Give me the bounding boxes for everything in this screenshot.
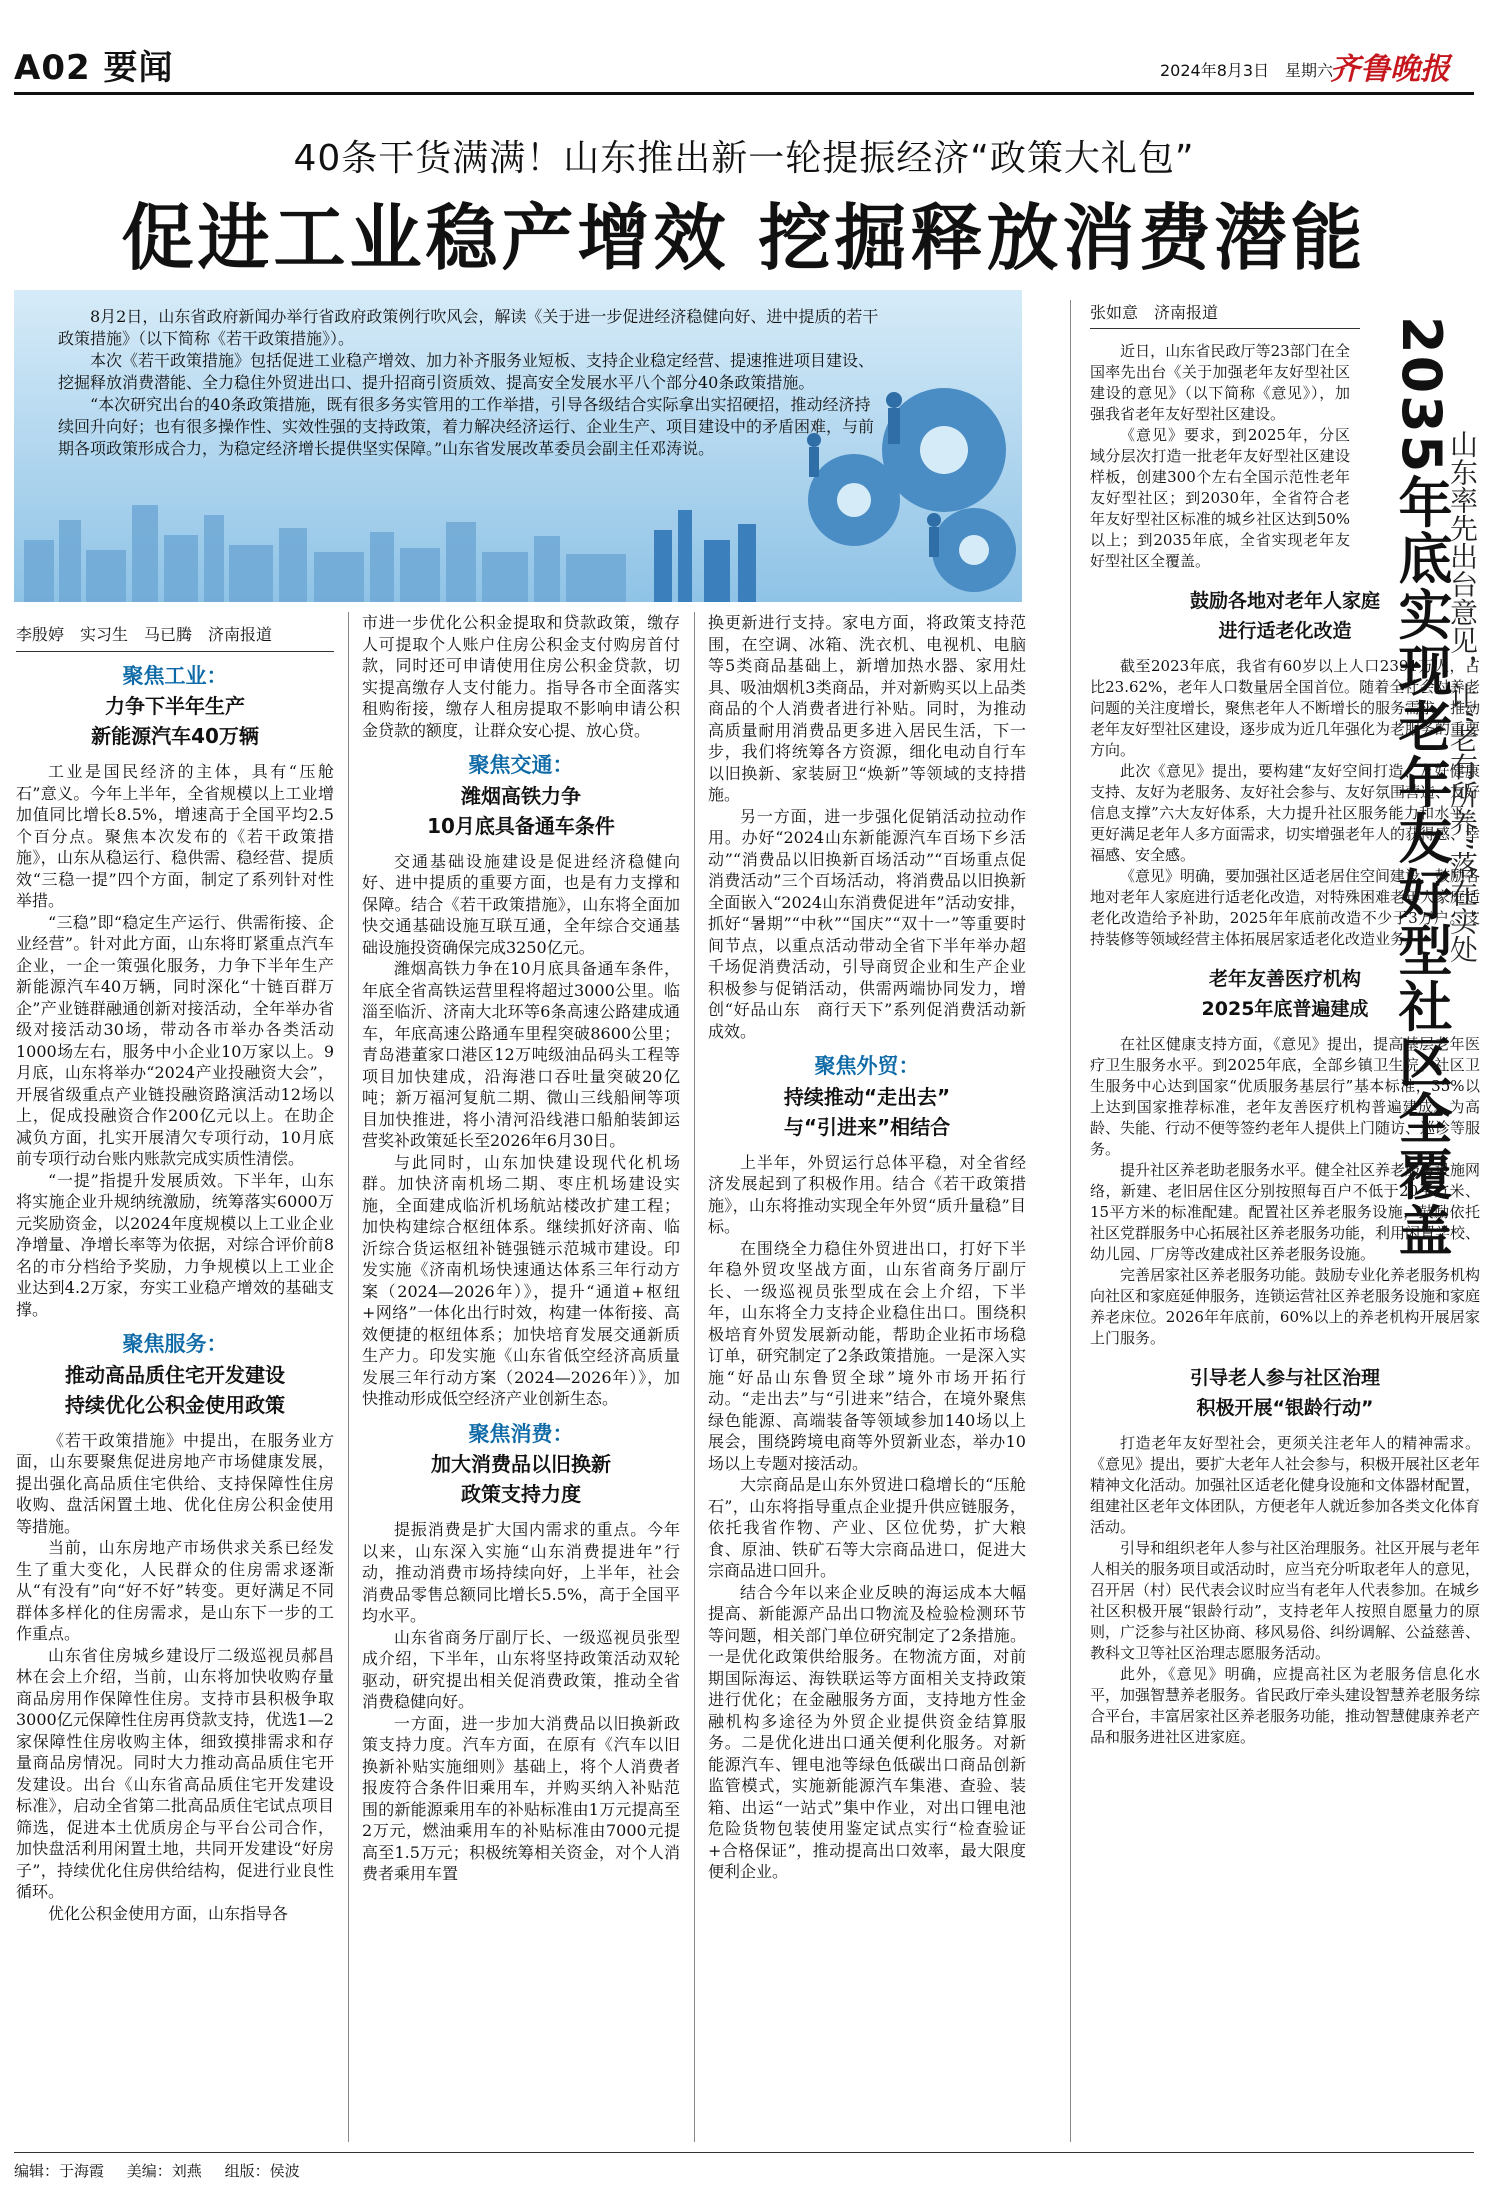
subheadline: 40条干货满满！山东推出新一轮提振经济“政策大礼包” [293, 138, 1195, 179]
section-title: 潍烟高铁力争 10月底具备通车条件 [427, 783, 615, 838]
paragraph: 一方面，进一步加大消费品以旧换新政策支持力度。汽车方面，在原有《汽车以旧换新补贴实施细则》基础上，将个人消费者报废符合条件旧乘用车，并购买纳入补贴范围的新能源乘用车的补贴标准由1万元提高至2万元，燃油乘用车的补贴标准由7000元提高至1.5万元；积极统筹相关资金，对个人消费者乘用车置 [362, 1713, 680, 1883]
side-byline: 张如意 济南报道 [1090, 300, 1360, 329]
paragraph: 工业是国民经济的主体，具有“压舱石”意义。今年上半年，全省规模以上工业增加值同比增长8.5%，增速高于全国平均2.5个百分点。聚焦本次发布的《若干政策措施》，山东从稳运行、稳供需、稳经营、提质效“三稳一提”四个方面，制定了系列针对性举措。 [16, 762, 334, 910]
footer-credits [14, 2160, 318, 2181]
paragraph: 上半年，外贸运行总体平稳，对全省经济发展起到了积极作用。结合《若干政策措施》，山东将推动实现全年外贸“质升量稳”目标。 [708, 1152, 1026, 1236]
paragraph: 《若干政策措施》中提出，在服务业方面，山东要聚焦促进房地产市场健康发展，提出强化高品质住宅供给、支持保障性住房收购、盘活闲置土地、优化住房公积金使用等措施。 [16, 1430, 334, 1536]
paragraph: 截至2023年底，我省有60岁以上人口2391万人，占比23.62%，老年人口数量居全国首位。随着全社会对养老问题的关注度增长，聚焦老年人不断增长的服务需求，推动老年友好型社区建设，逐步成为近几年强化为老服务的重要方向。 [1090, 657, 1481, 759]
paragraph: “一提”指提升发展质效。下半年，山东将实施企业升规纳统激励，统筹落实6000万元奖励资金，以2024年度规模以上工业企业净增量、净增长率等为依据，对综合评价前8名的市分档给予奖励，力争规模以上工业企业达到4.2万家，夯实工业稳产增效的基础支撑。 [16, 1170, 334, 1319]
paragraph: 《意见》要求，到2025年，分区域分层次打造一批老年友好型社区建设样板，创建300个左右全国示范性老年友好型社区；到2030年，全省符合老年友好型社区标准的城乡社区达到50%以上；到2035年底，全省实现老年友好型社区全覆盖。 [1090, 426, 1350, 570]
paragraph: 在社区健康支持方面，《意见》提出，提高基层老年医疗卫生服务水平。到2025年底，全部乡镇卫生院、社区卫生服务中心达到国家“优质服务基层行”基本标准，35%以上达到国家推荐标准，老年友善医疗机构普遍建成。为高龄、失能、行动不便等签约老年人提供上门随访、巡诊等服务。 [1090, 1035, 1481, 1158]
paragraph: 与此同时，山东加快建设现代化机场群。加快济南机场二期、枣庄机场建设实施，全面建成临沂机场航站楼改扩建工程；加快构建综合枢纽体系。继续抓好济南、临沂综合货运枢纽补链强链示范城市建设。印发实施《济南机场快速通达体系三年行动方案（2024—2026年）》，提升“通道+枢纽+网络”一体化出行时效，构建一体衔接、高效便捷的枢纽体系；加快培育发展交通新质生产力。印发实施《山东省低空经济高质量发展三年行动方案（2024—2026年）》，加快推动形成低空经济产业创新生态。 [362, 1152, 680, 1408]
section-title: 力争下半年生产 新能源汽车40万辆 [91, 694, 259, 748]
side-vertical-title: 2035年底实现老年友好型社区全覆盖 [1390, 316, 1453, 1259]
footer-divider [14, 2152, 1474, 2153]
header-divider [14, 92, 1474, 95]
paragraph: 山东省商务厅副厅长、一级巡视员张型成介绍，下半年，山东将坚持政策活动双轮驱动，研究提出相关促消费政策，推动全省消费稳健向好。 [362, 1627, 680, 1711]
issue-weekday: 星期六 [1285, 61, 1334, 80]
intro-paragraph: 8月2日，山东省政府新闻办举行省政府政策例行吹风会，解读《关于进一步促进经济稳健向好、进中提质的若干政策措施》（以下简称《若干政策措施》）。 [58, 307, 879, 348]
newspaper-logo: 齐鲁晚报 [1330, 52, 1450, 87]
section-label: 聚焦服务： [122, 1332, 228, 1356]
paragraph: 打造老年友好型社会，更须关注老年人的精神需求。《意见》提出，要扩大老年人社会参与，积极开展社区老年精神文化活动。加强社区适老化健身设施和文体器材配置，组建社区老年文体团队，方便老年人就近参加各类文化体育活动。 [1090, 1434, 1481, 1536]
column-3 [708, 612, 1026, 1883]
column-divider [694, 612, 695, 2142]
section-label: 聚焦交通： [468, 753, 574, 777]
paragraph: 在围绕全力稳住外贸进出口，打好下半年稳外贸攻坚战方面，山东省商务厅副厅长、一级巡视员张型成在会上介绍，下半年，山东将全力支持企业稳住出口。围绕积极培育外贸发展新动能，帮助企业拓市场稳订单，研究制定了2条政策措施。一是深入实施“好品山东鲁贸全球”境外市场开拓行动。“走出去”与“引进来”结合，在境外聚焦绿色能源、高端装备等领域参加140场以上展会，围绕跨境电商等外贸新业态，举办10场以上专题对接活动。 [708, 1238, 1026, 1473]
intro-text [58, 306, 884, 460]
side-section-title: 引导老人参与社区治理 积极开展“银龄行动” [1189, 1367, 1380, 1419]
page-label: A02 要闻 [14, 48, 174, 88]
intro-box [14, 290, 1022, 602]
paragraph: 换更新进行支持。家电方面，将政策支持范围，在空调、冰箱、洗衣机、电视机、电脑等5类商品基础上，新增加热水器、家用灶具、吸油烟机3类商品，并对新购买以上品类商品的个人消费者进行补贴。同时，为推动高质量耐用消费品更多进入居民生活，下一步，我们将统筹各方资源，细化电动自行车以旧换新、家装厨卫“焕新”等领域的支持措施。 [708, 613, 1026, 804]
paragraph: “三稳”即“稳定生产运行、供需衔接、企业经营”。针对此方面，山东将盯紧重点汽车企业，一企一策强化服务，力争下半年生产新能源汽车40万辆，同时深化“十链百群万企”产业链群融通创新对接活动，全年举办省级对接活动30场，带动各市举办各类活动1000场左右，服务中小企业10万家以上。9月底，山东将举办“2024产业投融资大会”，开展省级重点产业链投融资路演活动12场以上，促成投融资合作200亿元以上。在助企减负方面，扎实开展清欠专项行动，10月底前专项行动台账内账款完成实质性清偿。 [16, 912, 334, 1168]
paragraph: 大宗商品是山东外贸进口稳增长的“压舱石”，山东将指导重点企业提升供应链服务，依托我省作物、产业、区位优势，扩大粮食、原油、铁矿石等大宗商品进口，促进大宗商品进口回升。 [708, 1475, 1026, 1580]
section-title: 加大消费品以旧换新 政策支持力度 [431, 1452, 611, 1506]
paragraph: 此次《意见》提出，要构建“友好空间打造、友好健康支持、友好为老服务、友好社会参与、友好氛围营造、友好信息支撑”六大友好体系，大力提升社区服务能力和水平，更好满足老年人多方面需求，切实增强老年人的获得感、幸福感、安全感。 [1090, 762, 1481, 864]
proof-credit: 组版：侯波 [224, 2162, 300, 2180]
paragraph: 近日，山东省民政厅等23部门在全国率先出台《关于加强老年友好型社区建设的意见》（以下简称《意见》），加强我省老年友好型社区建设。 [1090, 342, 1350, 423]
side-vertical-subtitle: 山东率先出台意见，让“老有所养”落在实处 [1446, 430, 1479, 964]
paragraph: 提振消费是扩大国内需求的重点。今年以来，山东深入实施“山东消费提进年”行动，推动消费市场持续向好，上半年，社会消费品零售总额同比增长5.5%，高于全国平均水平。 [362, 1520, 680, 1625]
paragraph: 潍烟高铁力争在10月底具备通车条件，年底全省高铁运营里程将超过3000公里。临淄至临沂、济南大北环等6条高速公路建成通车，年底高速公路通车里程突破8600公里；青岛港董家口港区12万吨级油品码头工程等项目加快建成，沿海港口吞吐量突破20亿吨；新万福河复航二期、微山三线船闸等项目加快推进，将小清河沿线港口船舶装卸运营奖补政策延长至2026年6月30日。 [362, 959, 680, 1150]
section-label: 聚焦外贸： [814, 1054, 920, 1078]
editor-credit: 编辑：于海霞 [14, 2162, 105, 2180]
paragraph: 引导和组织老年人参与社区治理服务。社区开展与老年人相关的服务项目或活动时，应当充分听取老年人的意见，召开居（村）民代表会议时应当有老年人代表参加。在城乡社区积极开展“银龄行动”，支持老年人按照自愿量力的原则，广泛参与社区协商、移风易俗、纠纷调解、公益慈善、教科文卫等社区治理志愿服务活动。 [1090, 1539, 1481, 1662]
designer-credit: 美编：刘燕 [126, 2162, 202, 2180]
intro-paragraph: “本次研究出台的40条政策措施，既有很多务实管用的工作举措，引导各级结合实际拿出实招硬招，推动经济持续回升向好；也有很多操作性、实效性强的支持政策，着力解决经济运行、企业生产、项目建设中的矛盾困难，与前期各项政策形成合力，为稳定经济增长提供坚实保障。”山东省发展改革委员会副主任邓涛说。 [58, 395, 875, 458]
intro-paragraph: 本次《若干政策措施》包括促进工业稳产增效、加力补齐服务业短板、支持企业稳定经营、提速推进项目建设、挖掘释放消费潜能、全力稳住外贸进出口、提升招商引资质效、提高安全发展水平八个部分40条政策措施。 [58, 351, 875, 392]
side-section-title: 老年友善医疗机构 2025年底普遍建成 [1201, 968, 1369, 1020]
headline: 促进工业稳产增效 挖掘释放消费潜能 [121, 196, 1367, 280]
paragraph: 优化公积金使用方面，山东指导各 [48, 1903, 289, 1923]
paragraph: 提升社区养老助老服务水平。健全社区养老服务设施网络，新建、老旧居住区分别按照每百户不低于20平方米、15平方米的标准配建。配置社区养老服务设施，鼓励依托社区党群服务中心拓展社区养老服务功能，利用闲置学校、幼儿园、厂房等改建成社区养老服务设施。 [1090, 1161, 1481, 1263]
section-title: 持续推动“走出去” 与“引进来”相结合 [783, 1084, 951, 1139]
paragraph: 山东省住房城乡建设厅二级巡视员郝昌林在会上介绍，当前，山东将加快收购存量商品房用作保障性住房。支持市县积极争取3000亿元保障性住房再贷款支持，优选1—2家保障性住房收购主体，细致摸排需求和存量商品房情况。同时大力推动高品质住宅开发建设。出台《山东省高品质住宅开发建设标准》，启动全省第二批高品质住宅试点项目筛选，促进本土优质房企与平台公司合作，加快盘活利用闲置土地，共同开发建设“好房子”，持续优化住房供给结构，促进行业良性循环。 [16, 1645, 334, 1901]
paragraph: 另一方面，进一步强化促销活动拉动作用。办好“2024山东新能源汽车百场下乡活动”“消费品以旧换新百场活动”“百场重点促消费活动”三个百场活动，将消费品以旧换新全面嵌入“2024山东消费促进年”活动安排，抓好“暑期”“中秋”“国庆”“双十一”等重要时间节点，以重点活动带动全省下半年举办超千场促消费活动，引导商贸企业和生产企业积极参与促销活动，供需两端协同发力，增创“好品山东 商行天下”系列促消费活动新成效。 [708, 806, 1026, 1041]
paragraph: 当前，山东房地产市场供求关系已经发生了重大变化，人民群众的住房需求逐渐从“有没有”向“好不好”转变。更好满足不同群体多样化的住房需求，是山东下一步的工作重点。 [16, 1538, 334, 1643]
column-2 [362, 612, 680, 1885]
side-section-title: 鼓励各地对老年人家庭 进行适老化改造 [1189, 590, 1380, 642]
section-title: 推动高品质住宅开发建设 持续优化公积金使用政策 [65, 1362, 285, 1417]
column-1 [16, 624, 334, 1924]
paragraph: 市进一步优化公积金提取和贷款政策，缴存人可提取个人账户住房公积金支付购房首付款，同时还可申请使用住房公积金贷款，切实提高缴存人支付能力。指导各市全面落实租购衔接，缴存人租房提取不影响申请公积金贷款的额度，让群众安心提、放心贷。 [362, 613, 680, 740]
paragraph: 完善居家社区养老服务功能。鼓励专业化养老服务机构向社区和家庭延伸服务，连锁运营社区养老服务设施和家庭养老床位。2026年年底前，60%以上的养老机构开展居家上门服务。 [1090, 1266, 1481, 1347]
section-label: 聚焦消费： [468, 1421, 574, 1446]
issue-date: 2024年8月3日 [1160, 61, 1270, 80]
paragraph: 结合今年以来企业反映的海运成本大幅提高、新能源产品出口物流及检验检测环节等问题，相关部门单位研究制定了2条措施。一是优化政策供给服务。在物流方面，对前期国际海运、海铁联运等方面相关支持政策进行优化；在金融服务方面，支持地方性金融机构多途径为外贸企业提供资金结算服务。二是优化进出口通关便利化服务。对新能源汽车、锂电池等绿色低碳出口商品创新监管模式，实施新能源汽车集港、查验、装箱、出运“一站式”集中作业，对出口锂电池危险货物包装使用鉴定试点实行“检查验证+合格保证”，推动提高出口效率，最大限度便利企业。 [708, 1582, 1026, 1881]
section-label: 聚焦工业： [122, 663, 228, 688]
paragraph: 交通基础设施建设是促进经济稳健向好、进中提质的重要方面，也是有力支撑和保障。结合《若干政策措施》，山东将全面加快交通基础设施互联互通，全年综合交通基础设施投资确保完成3250亿元。 [362, 851, 680, 957]
paragraph: 《意见》明确，要加强社区适老居住空间建设，鼓励各地对老年人家庭进行适老化改造，对特殊困难老年人家庭适老化改造给予补助，2025年年底前改造不少于3万户。支持装修等领域经营主体拓展居家适老化改造业务。 [1090, 867, 1481, 948]
column-divider [1070, 300, 1071, 2142]
paragraph: 此外，《意见》明确，应提高社区为老服务信息化水平，加强智慧养老服务。省民政厅牵头建设智慧养老服务综合平台，丰富居家社区养老服务功能，推动智慧健康养老产品和服务进社区进家庭。 [1090, 1665, 1481, 1746]
column-divider [348, 612, 349, 2142]
byline: 李殷婷 实习生 马已腾 济南报道 [16, 624, 334, 652]
